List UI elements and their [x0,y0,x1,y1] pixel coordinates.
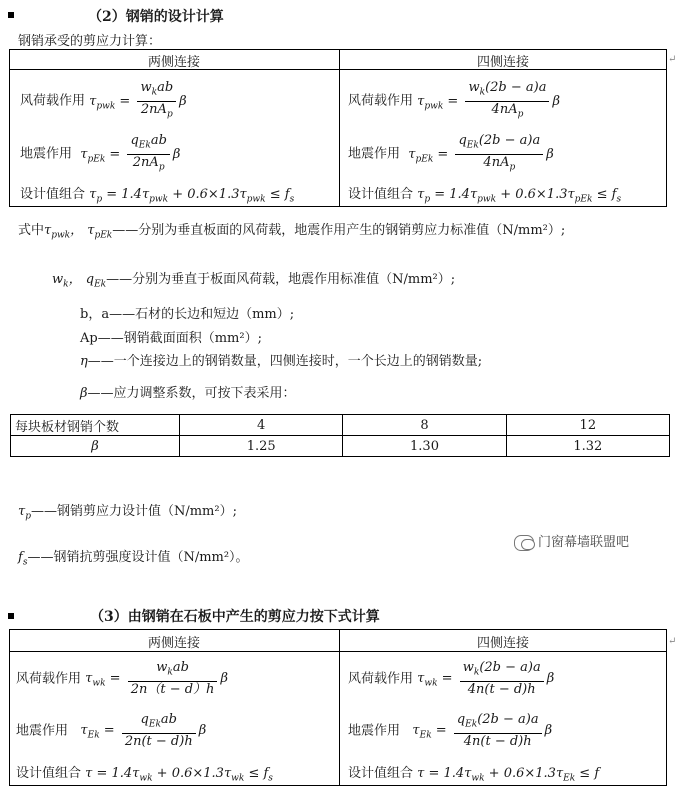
section3-table-divider [339,629,340,786]
wind-formula-four-side: $\tau_{pwk}$ = $\frac{w_k(2b - a)a}{4nA_p}$ β [417,80,560,120]
def-text-6: ——应力调整系数，可按下表采用： [87,386,296,401]
beta-table-header-label: 每块板材钢销个数 [11,415,180,436]
watermark [514,531,629,551]
table-row [11,415,670,436]
def-text-8: ——钢销抗剪强度设计值（N/mm²）。 [27,550,249,565]
design-label: 设计值组合 [348,187,414,202]
def-symbols-2: $w_k$， $q_{Ek}$ [52,272,107,290]
beta-table-count: 4 [180,415,343,436]
def-line-1 [18,219,565,241]
section2-col1-quake [20,133,180,175]
design-formula-two-side: $\tau_p = 1.4\tau_{pwk} + 0.6\times 1.3\tau_{pwk} \le f_s$ [89,187,295,205]
def-line-3: b，a——石材的长边和短边（mm）; [80,307,295,322]
section2-col2-quake [348,133,554,175]
section2-col2-wind [348,80,560,122]
section3-heading: （3）由钢销在石板中产生的剪应力按下式计算 [90,609,380,625]
section3-col2-title: 四侧连接 [476,636,529,651]
wind-label: 风荷载作用 [20,93,86,109]
def-symbol-beta: β [80,386,88,401]
beta-table-count: 12 [506,415,669,436]
beta-table-value: 1.30 [343,436,506,457]
return-mark: ↵ [668,636,677,647]
section3-bullet [8,613,14,619]
stone-quake-formula-four-side: $\tau_{Ek}$ = $\frac{q_{Ek}(2b - a)a}{4n(t - d)h}$ β [404,712,553,749]
def-prefix: 式中 [18,223,45,238]
section3-col1-wind [16,660,228,698]
return-mark: ↵ [668,54,677,65]
section3-col1-quake [16,712,206,750]
def-symbol-tau-p: $\tau_p$ [18,504,31,522]
def-text-5: ——一个连接边上的钢销数量，四侧连接时，一个长边上的钢销数量; [87,354,483,369]
stone-quake-formula-two-side: $\tau_{Ek}$ = $\frac{q_{Ek}ab}{2n(t - d)h}$ β [72,712,207,749]
def-symbols-1: $\tau_{pwk}$， $\tau_{pEk}$ [44,223,113,241]
quake-label: 地震作用 [348,146,401,162]
wind-label: 风荷载作用 [348,671,414,687]
def-symbol-fs: $f_s$ [18,550,28,568]
section2-col1-design [20,183,294,205]
def-text-7: ——钢销剪应力设计值（N/mm²）; [30,504,237,519]
section3-col2-design [348,762,599,784]
section2-table-divider [339,49,340,207]
def-text-2: ——分别为垂直于板面风荷载，地震作用标准值（N/mm²）; [106,272,456,287]
section3-col1-title: 两侧连接 [147,636,200,651]
design-label: 设计值组合 [348,766,414,781]
quake-formula-two-side: $\tau_{pEk}$ = $\frac{q_{Ek}ab}{2nA_p}$ β [76,133,181,173]
beta-table [10,414,670,457]
def-line-5 [80,350,482,369]
stone-wind-formula-four-side: $\tau_{wk}$ = $\frac{w_k(2b - a)a}{4n(t - d)h}$ β [417,660,555,697]
chat-bubble-icon [514,535,534,551]
wind-formula-two-side: $\tau_{pwk}$ = $\frac{w_kab}{2nA_p}$ β [89,80,187,120]
section2-col2-design [348,183,621,205]
table-row [11,436,670,457]
def-line-4: Ap——钢销截面面积（mm²）; [80,331,262,346]
quake-label: 地震作用 [348,723,401,739]
quake-label: 地震作用 [16,723,69,739]
def-line-6 [80,382,296,401]
beta-table-count: 8 [343,415,506,436]
quake-formula-four-side: $\tau_{pEk}$ = $\frac{q_{Ek}(2b - a)a}{4nA_p}$ β [404,133,554,173]
beta-table-beta-label: β [11,436,180,457]
def-symbol-eta: η [80,354,88,369]
beta-table-value: 1.25 [180,436,343,457]
design-formula-four-side: $\tau_p = 1.4\tau_{pwk} + 0.6\times 1.3\tau_{pEk} \le f_s$ [417,187,622,205]
stone-wind-formula-two-side: $\tau_{wk}$ = $\frac{w_kab}{2n(t - d)h}$ β [85,660,228,697]
section3-col2-quake [348,712,552,750]
def-text-1: ——分别为垂直板面的风荷载，地震作用产生的钢销剪应力标准值（N/mm²）; [112,223,566,238]
stone-design-formula-two-side: $\tau = 1.4\tau_{wk} + 0.6\times 1.3\tau_{wk} \le f_s$ [85,766,273,784]
def-line-2 [52,268,455,290]
section2-heading: （2）钢销的设计计算 [88,9,224,25]
wind-label: 风荷载作用 [348,93,414,109]
wind-label: 风荷载作用 [16,671,82,687]
stone-design-formula-four-side: $\tau = 1.4\tau_{wk} + 0.6\times 1.3\tau_{Ek} \le f$ [417,766,600,784]
section2-col2-title: 四侧连接 [476,55,529,70]
section2-col1-title: 两侧连接 [147,55,200,70]
section3-col2-wind [348,660,554,698]
watermark-text: 门窗幕墙联盟吧 [538,535,630,550]
section3-table-header-line [9,651,667,652]
design-label: 设计值组合 [16,766,82,781]
beta-table-value: 1.32 [506,436,669,457]
quake-label: 地震作用 [20,146,73,162]
design-label: 设计值组合 [20,187,86,202]
def-line-8 [18,546,249,568]
section2-bullet [8,12,14,18]
section2-intro: 钢销承受的剪应力计算： [18,34,162,49]
section2-col1-wind [20,80,187,122]
section3-col1-design [16,762,273,784]
def-line-7 [18,500,237,522]
